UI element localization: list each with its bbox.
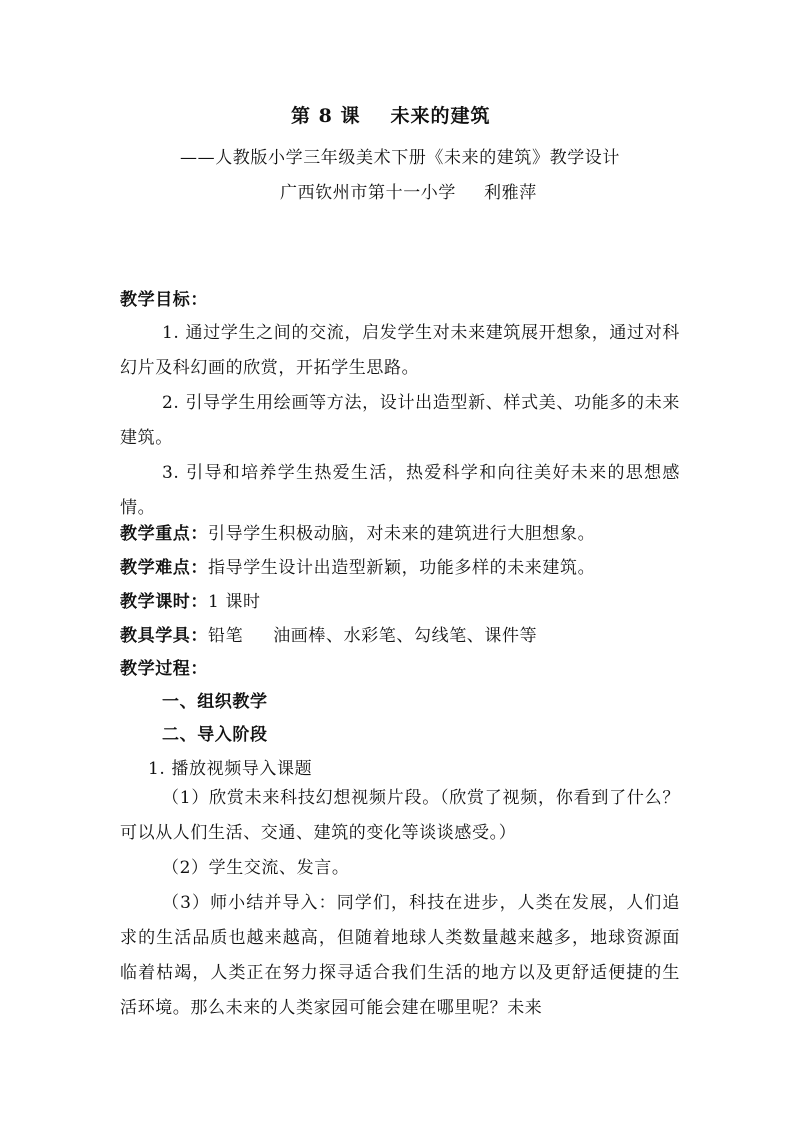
key-point [120,522,595,546]
subtitle: ——人教版小学三年级美术下册《未来的建筑》教学设计 [180,148,620,168]
sub-step-1: （1）欣赏未来科技幻想视频片段。（欣赏了视频，你看到了什么？可以从人们生活、交通、建筑的变化等谈谈感受。） [120,788,680,843]
objective-item-1: 1. 通过学生之间的交流，启发学生对未来建筑展开想象，通过对科幻片及科幻画的欣赏，开拓学生思路。 [120,323,680,378]
tools-text-b: 油画棒、水彩笔、勾线笔、课件等 [273,626,538,646]
sub-step-2: （2）学生交流、发言。 [162,858,350,878]
author-name: 利雅萍 [484,183,537,203]
duration-label: 教学课时： [120,592,208,612]
tools-text-a: 铅笔 [208,626,244,646]
key-point-label: 教学重点： [120,524,208,544]
objectives-heading: 教学目标： [120,290,208,310]
section-1-heading: 一、组织教学 [162,692,268,712]
duration-text: 1 课时 [208,592,261,612]
school-name: 广西钦州市第十一小学 [280,183,456,203]
difficulty-label: 教学难点： [120,558,208,578]
difficulty-text: 指导学生设计出造型新颖，功能多样的未来建筑。 [208,558,596,578]
objective-item-2: 2. 引导学生用绘画等方法，设计出造型新、样式美、功能多的未来建筑。 [120,393,680,448]
step-1: 1. 播放视频导入课题 [148,759,313,779]
sub-step-3: （3）师小结并导入：同学们，科技在进步，人类在发展，人们追求的生活品质也越来越高，但随着地球人类数量越来越多，地球资源面临着枯竭，人类正在努力探寻适合我们生活的地方以及更舒适便捷的生活环境。那么未来的人类家园可能会建在哪里呢？未来 [120,893,680,1018]
section-2-heading: 二、导入阶段 [162,725,268,745]
key-point-text: 引导学生积极动脑，对未来的建筑进行大胆想象。 [208,524,596,544]
tools-label: 教具学具： [120,626,208,646]
duration [120,590,261,614]
process-heading: 教学过程： [120,659,208,679]
lesson-number: 第 8 课 [291,105,361,127]
difficulty [120,556,595,580]
objective-item-3: 3. 引导和培养学生热爱生活，热爱科学和向往美好未来的思想感情。 [120,463,680,518]
lesson-title [291,104,490,128]
tools [120,624,537,648]
lesson-name: 未来的建筑 [390,105,491,127]
author-line [280,181,537,205]
